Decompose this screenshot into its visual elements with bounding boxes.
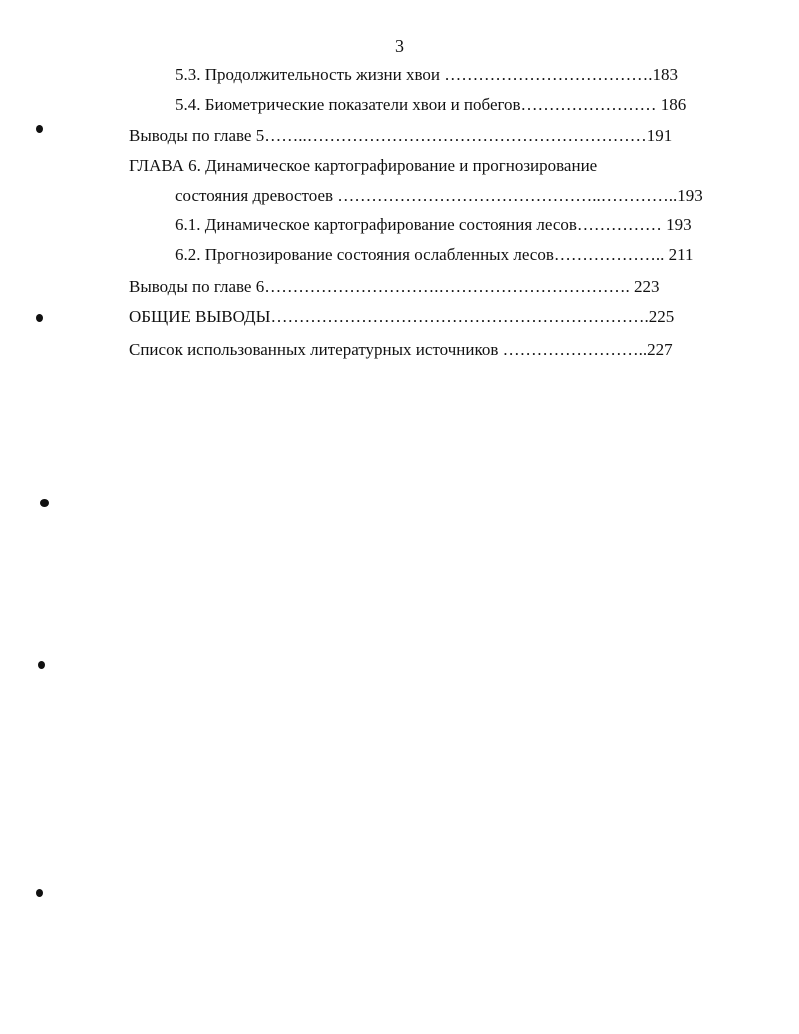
toc-entry-general-conclusions: ОБЩИЕ ВЫВОДЫ………………………………………………………….225: [129, 307, 675, 326]
punch-hole-mark: [40, 499, 49, 507]
punch-hole-mark: [36, 889, 43, 897]
toc-entry-references: Список использованных литературных источников ……………………..227: [129, 340, 673, 359]
toc-entry-conclusions-ch6: Выводы по главе 6………………………….……………………………. 223: [129, 277, 660, 296]
toc-entry-5-4: 5.4. Биометрические показатели хвои и побегов…………………… 186: [175, 95, 687, 114]
punch-hole-mark: [38, 661, 45, 669]
punch-hole-mark: [36, 314, 43, 322]
toc-entry-chapter-6-title: ГЛАВА 6. Динамическое картографирование и прогнозирование: [129, 156, 598, 175]
punch-hole-mark: [36, 125, 43, 133]
toc-entry-5-3: 5.3. Продолжительность жизни хвои ……………………………….183: [175, 65, 679, 84]
toc-entry-6-2: 6.2. Прогнозирование состояния ослабленных лесов……………….. 211: [175, 245, 694, 264]
toc-entry-6-1: 6.1. Динамическое картографирование состояния лесов…………… 193: [175, 215, 692, 234]
toc-entry-chapter-6-title-cont: состояния древостоев ………………………………………..…………..193: [175, 186, 703, 205]
toc-entry-conclusions-ch5: Выводы по главе 5……..……………………………………………………191: [129, 126, 673, 145]
page-number: 3: [395, 36, 404, 56]
